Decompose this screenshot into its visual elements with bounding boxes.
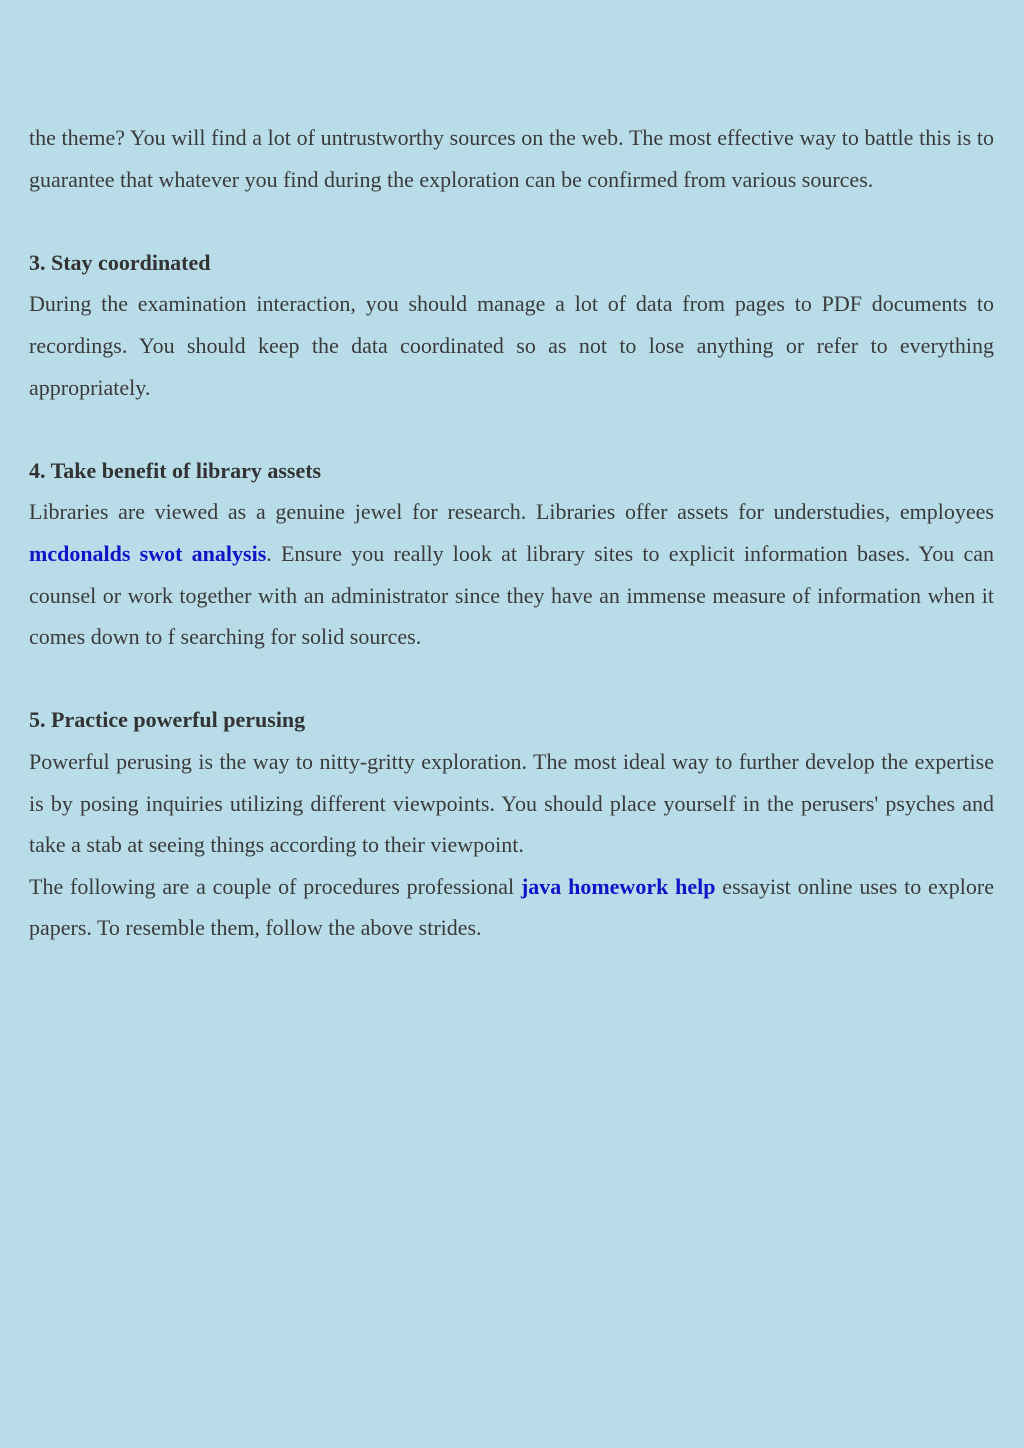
library-text-after-link: . Ensure you really look at library sites to explicit information bases. You can counsel or work together with an administrator since they have an immense measure of information when it comes down to f searching for solid sources. (29, 540, 994, 650)
mcdonalds-swot-analysis-link[interactable]: mcdonalds swot analysis (29, 540, 267, 566)
intro-paragraph: the theme? You will find a lot of untrustworthy sources on the web. The most effective way to battle this is to guarantee that whatever you find during the exploration can be confirmed from various sources. (29, 125, 994, 192)
section-body-stay-coordinated: During the examination interaction, you should manage a lot of data from pages to PDF documents to recordings. You should keep the data coordinated so as not to lose anything or refer to everything appropriately. (29, 291, 994, 400)
section-heading-powerful-perusing: 5. Practice powerful perusing (29, 707, 306, 733)
section-body-powerful-perusing: Powerful perusing is the way to nitty-gritty exploration. The most ideal way to further develop the expertise is by posing inquiries utilizing different viewpoints. You should place yourself in the perusers' psyches and take a stab at seeing things according to their viewpoint. (29, 748, 994, 858)
document-body (29, 117, 994, 949)
java-homework-help-link[interactable]: java homework help (520, 873, 716, 899)
spacer (29, 408, 994, 450)
closing-text-after-link: essayist online uses to explore papers. To resemble them, follow the above strides. (29, 873, 994, 941)
section-heading-stay-coordinated: 3. Stay coordinated (29, 249, 211, 275)
section-heading-library-assets: 4. Take benefit of library assets (29, 457, 322, 483)
section-body-library-assets (29, 491, 994, 657)
closing-text-before-link: The following are a couple of procedures professional (29, 873, 521, 899)
library-text-before-link: Libraries are viewed as a genuine jewel for research. Libraries offer assets for understudies, employees (29, 499, 994, 525)
spacer (29, 200, 994, 242)
spacer (29, 658, 994, 700)
closing-paragraph (29, 866, 994, 949)
